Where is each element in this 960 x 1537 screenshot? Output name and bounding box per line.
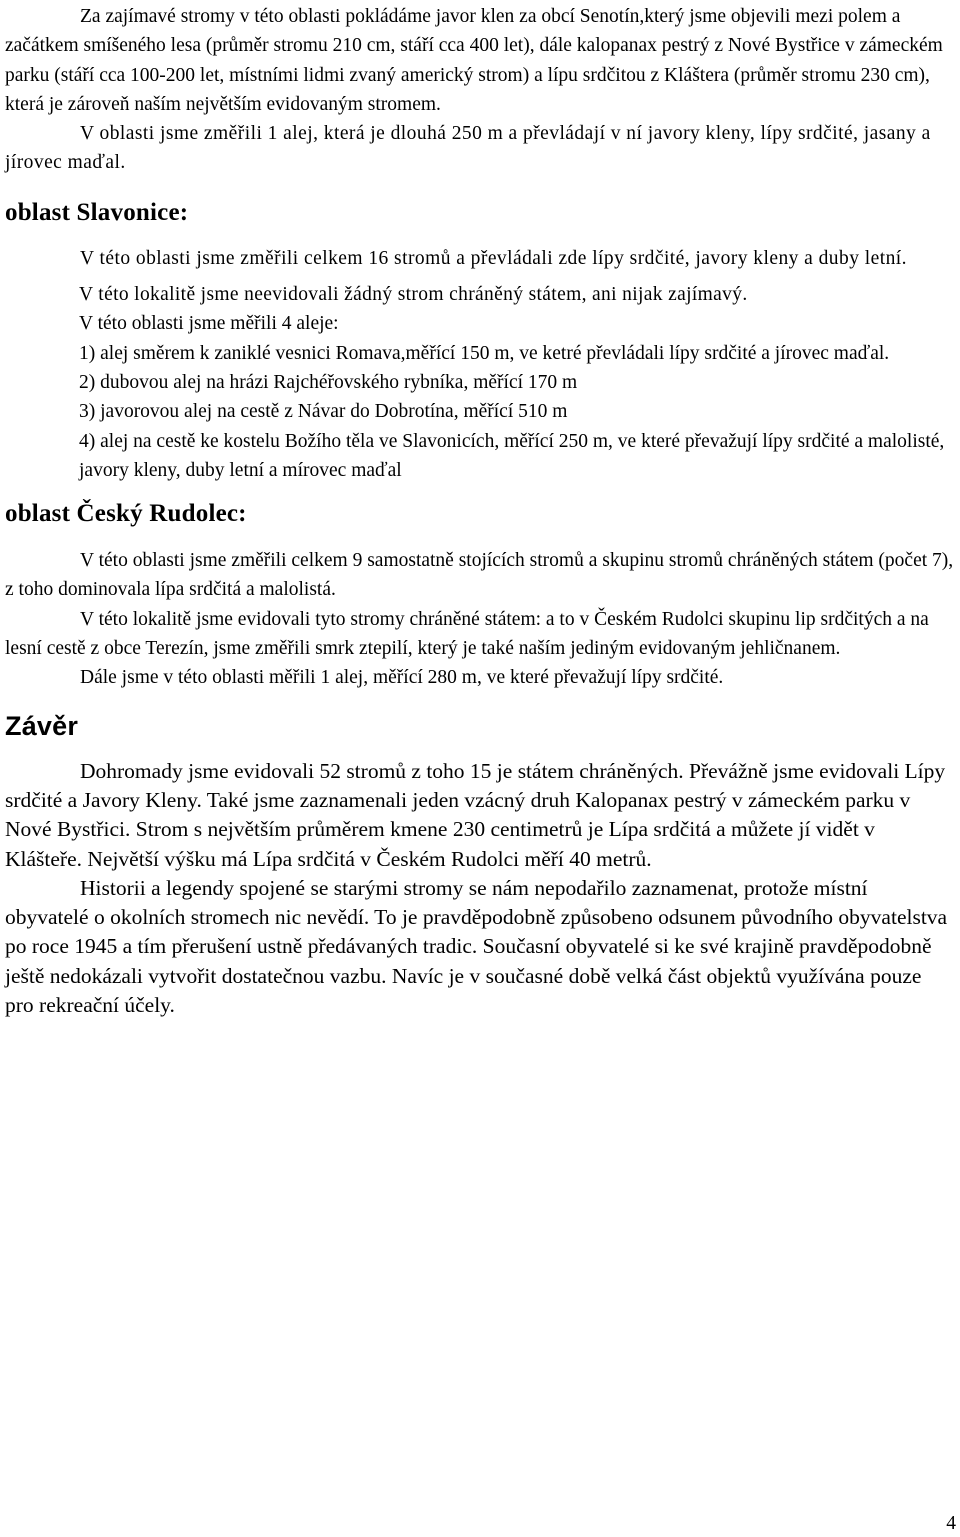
- slavonice-paragraph-1: V této oblasti jsme změřili celkem 16 stromů a převládali zde lípy srdčité, javory kleny a duby letní.: [80, 247, 907, 269]
- document-page: [5, 0, 955, 1020]
- alley-list-item: 2) dubovou alej na hrázi Rajchéřovského rybníka, měřící 170 m: [79, 371, 578, 393]
- rudolec-paragraph-3: Dále jsme v této oblasti měřili 1 alej, měřící 280 m, ve které převažují lípy srdčité.: [80, 667, 724, 689]
- slavonice-paragraph-3: V této oblasti jsme měřili 4 aleje:: [79, 313, 339, 335]
- alley-list-item: 1) alej směrem k zaniklé vesnici Romava,měřící 150 m, ve ketré převládali lípy srdčité a jírovec maďal.: [79, 342, 890, 364]
- rudolec-paragraph-1: V této oblasti jsme změřili celkem 9 samostatně stojících stromů a skupinu stromů chráněných státem (počet 7), z toho dominovala lípa srdčitá a malolistá.: [5, 550, 954, 601]
- conclusion-paragraph-2: Historii a legendy spojené se starými stromy se nám nepodařilo zaznamenat, protože místní obyvatelé o okolních stromech nic nevědí. To je pravděpodobně způsobeno odsunem původního obyvatelstva po roce 1945 a tím přerušení ustně předávaných tradic. Současní obyvatelé si ke své krajině pravděpodobně ještě nedokázali vytvořit dostatečnou vazbu. Navíc je v současné době velká část objektů využívána pouze pro rekreační účely.: [5, 875, 948, 1018]
- intro-paragraph-1: Za zajímavé stromy v této oblasti pokládáme javor klen za obcí Senotín,který jsme objevili mezi polem a začátkem smíšeného lesa (průměr stromu 210 cm, stáří cca 400 let), dále kalopanax pestrý z Nové Bystřice v zámeckém parku (stáří cca 100-200 let, místními lidmi zvaný americký strom) a lípu srdčitou z Kláštera (průměr stromu 230 cm), která je zároveň naším největším evidovaným stromem.: [5, 6, 943, 115]
- section-heading-slavonice: oblast Slavonice:: [5, 198, 189, 226]
- rudolec-paragraph-2: V této lokalitě jsme evidovali tyto stromy chráněné státem: a to v Českém Rudolci skupinu lip srdčitých a na lesní cestě z obce Terezín, jsme změřili smrk ztepilí, který je také naším jediným evidovaným jehličnanem.: [5, 608, 929, 660]
- intro-paragraph-2: V oblasti jsme změřili 1 alej, která je dlouhá 250 m a převládají v ní javory kleny, lípy srdčité, jasany a jírovec maďal.: [5, 123, 931, 174]
- section-heading-conclusion: Závěr: [5, 710, 79, 741]
- page-number: 4: [946, 1513, 956, 1534]
- section-heading-cesky-rudolec: oblast Český Rudolec:: [5, 500, 247, 528]
- slavonice-paragraph-2: V této lokalitě jsme neevidovali žádný strom chráněný státem, ani nijak zajímavý.: [79, 284, 748, 306]
- conclusion-paragraph-1: Dohromady jsme evidovali 52 stromů z toho 15 je státem chráněných. Převážně jsme evidovali Lípy srdčité a Javory Kleny. Také jsme zaznamenali jeden vzácný druh Kalopanax pestrý v zámeckém parku v Nové Bystřici. Strom s největším průměrem kmene 230 centimetrů je Lípa srdčitá a můžete jí vidět v Klášteře. Největší výšku má Lípa srdčitá v Českém Rudolci měří 40 metrů.: [5, 758, 946, 871]
- alley-list-item: 4) alej na cestě ke kostelu Božího těla ve Slavonicích, měřící 250 m, ve které převažují lípy srdčité a malolisté, javory kleny, duby letní a mírovec maďal: [79, 430, 945, 481]
- alley-list-item: 3) javorovou alej na cestě z Návar do Dobrotína, měřící 510 m: [79, 401, 568, 423]
